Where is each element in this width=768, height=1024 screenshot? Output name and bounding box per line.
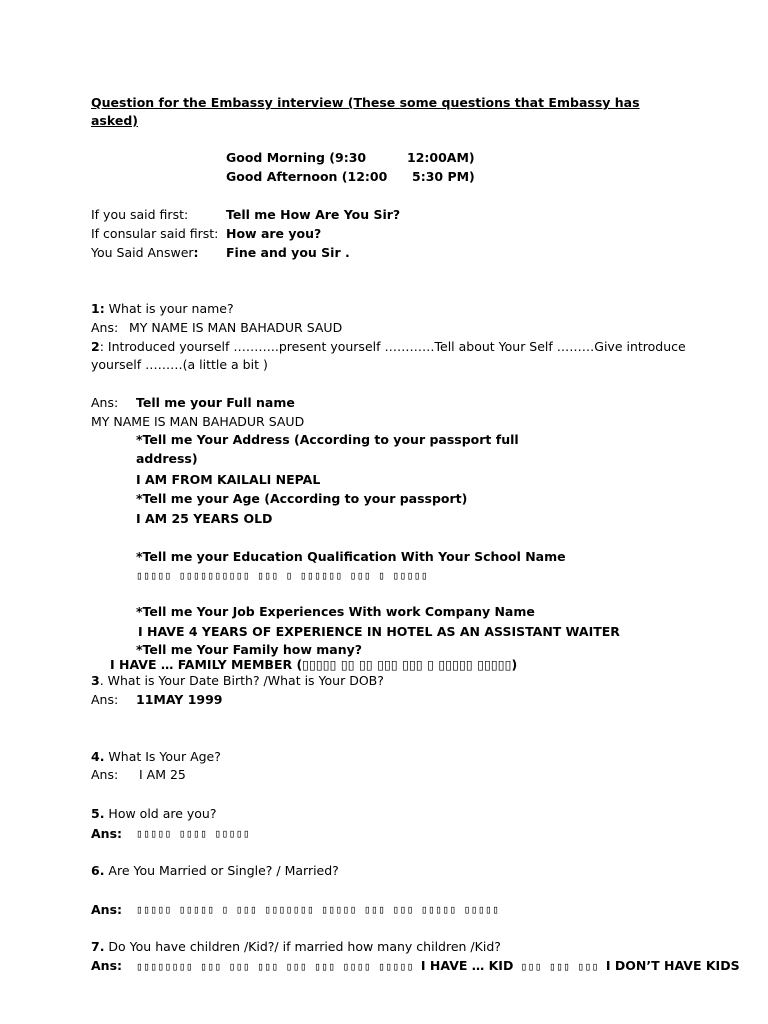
question-2-number: 2 (91, 339, 100, 354)
answer-1-label: Ans: (91, 320, 119, 335)
question-4-number: 4. (91, 749, 105, 764)
question-6 (91, 863, 339, 879)
answer-2-name: MY NAME IS MAN BAHADUR SAUD (91, 414, 305, 429)
answer-2-label: Ans: (91, 395, 119, 410)
answer-6-label: Ans: (91, 902, 123, 917)
intro-row1-label: If you said first: (91, 207, 189, 222)
question-7-text: Do You have children /Kid?/ if married how many children /Kid? (104, 939, 501, 954)
answer-4-label: Ans: (91, 767, 119, 782)
question-2-text-line2: yourself ………(a little a bit ) (91, 357, 268, 372)
intro-row1-value: Tell me How Are You Sir? (226, 207, 401, 222)
education-answer: ▯▯▯▯▯ ▯▯▯▯▯▯▯▯▯▯ ▯▯▯ ▯ ▯▯▯▯▯▯ ▯▯▯ ▯ ▯▯▯▯▯ (136, 569, 429, 582)
answer-3-text: 11MAY 1999 (136, 692, 223, 707)
education-question: *Tell me your Education Qualification With Your School Name (136, 549, 566, 564)
greeting-morning-label: Good Morning (9:30 (226, 150, 367, 165)
question-3-text: . What is Your Date Birth? /What is Your DOB? (99, 673, 384, 688)
age-question: *Tell me your Age (According to your passport) (136, 491, 468, 506)
intro-row3-label-text: You Said Answer (91, 245, 194, 260)
question-5-number: 5. (91, 806, 105, 821)
address-question-line1: *Tell me Your Address (According to your passport full (136, 432, 519, 447)
family-answer: I HAVE … FAMILY MEMBER (▯▯▯▯▯ ▯▯ ▯▯ ▯▯▯ ▯▯▯ ▯ ▯▯▯▯▯ ▯▯▯▯▯) (110, 657, 518, 672)
question-6-number: 6. (91, 863, 105, 878)
address-question-line2: address) (136, 451, 198, 466)
intro-row3-colon: : (193, 245, 199, 260)
answer-6-text: ▯▯▯▯▯ ▯▯▯▯▯ ▯ ▯▯▯ ▯▯▯▯▯▯▯ ▯▯▯▯▯ ▯▯▯ ▯▯▯ ▯▯▯▯▯ ▯▯▯▯▯ (136, 903, 500, 916)
job-answer: I HAVE 4 YEARS OF EXPERIENCE IN HOTEL AS AN ASSISTANT WAITER (138, 624, 620, 639)
question-7 (91, 939, 501, 955)
intro-row3-value: Fine and you Sir . (226, 245, 350, 260)
document-title-text-2: asked) (91, 113, 138, 128)
answer-4-text: I AM 25 (139, 767, 186, 782)
job-question: *Tell me Your Job Experiences With work Company Name (136, 604, 535, 619)
address-answer: I AM FROM KAILALI NEPAL (136, 472, 321, 487)
answer-7-part-d: I DON’T HAVE KIDS (605, 958, 740, 973)
question-2 (91, 339, 686, 355)
document-title-line2 (91, 113, 138, 129)
answer-5-text: ▯▯▯▯▯ ▯▯▯▯ ▯▯▯▯▯ (136, 827, 250, 840)
age-answer: I AM 25 YEARS OLD (136, 511, 273, 526)
question-5 (91, 806, 217, 822)
greeting-morning-time: 12:00AM) (407, 150, 475, 165)
question-3 (91, 673, 384, 689)
family-question: *Tell me Your Family how many? (136, 642, 363, 657)
intro-row3-label (91, 245, 199, 261)
question-5-text: How old are you? (104, 806, 217, 821)
question-1 (91, 301, 234, 317)
intro-row2-value: How are you? (226, 226, 322, 241)
answer-1-text: MY NAME IS MAN BAHADUR SAUD (129, 320, 343, 335)
answer-7-part-c: ▯▯▯ ▯▯▯ ▯▯▯ (513, 960, 606, 973)
answer-7-label: Ans: (91, 958, 123, 973)
answer-7-part-a: ▯▯▯▯▯▯▯▯ ▯▯▯ ▯▯▯ ▯▯▯ ▯▯▯ ▯▯▯ ▯▯▯▯ ▯▯▯▯▯ (136, 960, 421, 973)
question-4 (91, 749, 221, 765)
question-4-text: What Is Your Age? (104, 749, 221, 764)
intro-row2-label: If consular said first: (91, 226, 219, 241)
answer-2-title: Tell me your Full name (136, 395, 295, 410)
question-7-number: 7. (91, 939, 105, 954)
document-title-text: Question for the Embassy interview (These some questions that Embassy has (91, 95, 640, 110)
question-1-text: What is your name? (104, 301, 234, 316)
answer-7-text (136, 958, 740, 975)
answer-3-label: Ans: (91, 692, 119, 707)
greeting-afternoon-label: Good Afternoon (12:00 (226, 169, 388, 184)
answer-5-label: Ans: (91, 826, 123, 841)
question-1-number: 1: (91, 301, 105, 316)
greeting-afternoon-time: 5:30 PM) (412, 169, 475, 184)
question-3-number: 3 (91, 673, 100, 688)
answer-7-part-b: I HAVE … KID (420, 958, 514, 973)
document-title-line1 (91, 95, 640, 111)
question-2-text: : Introduced yourself ………..present yourself …………Tell about Your Self ………Give introduce (99, 339, 686, 354)
question-6-text: Are You Married or Single? / Married? (104, 863, 339, 878)
